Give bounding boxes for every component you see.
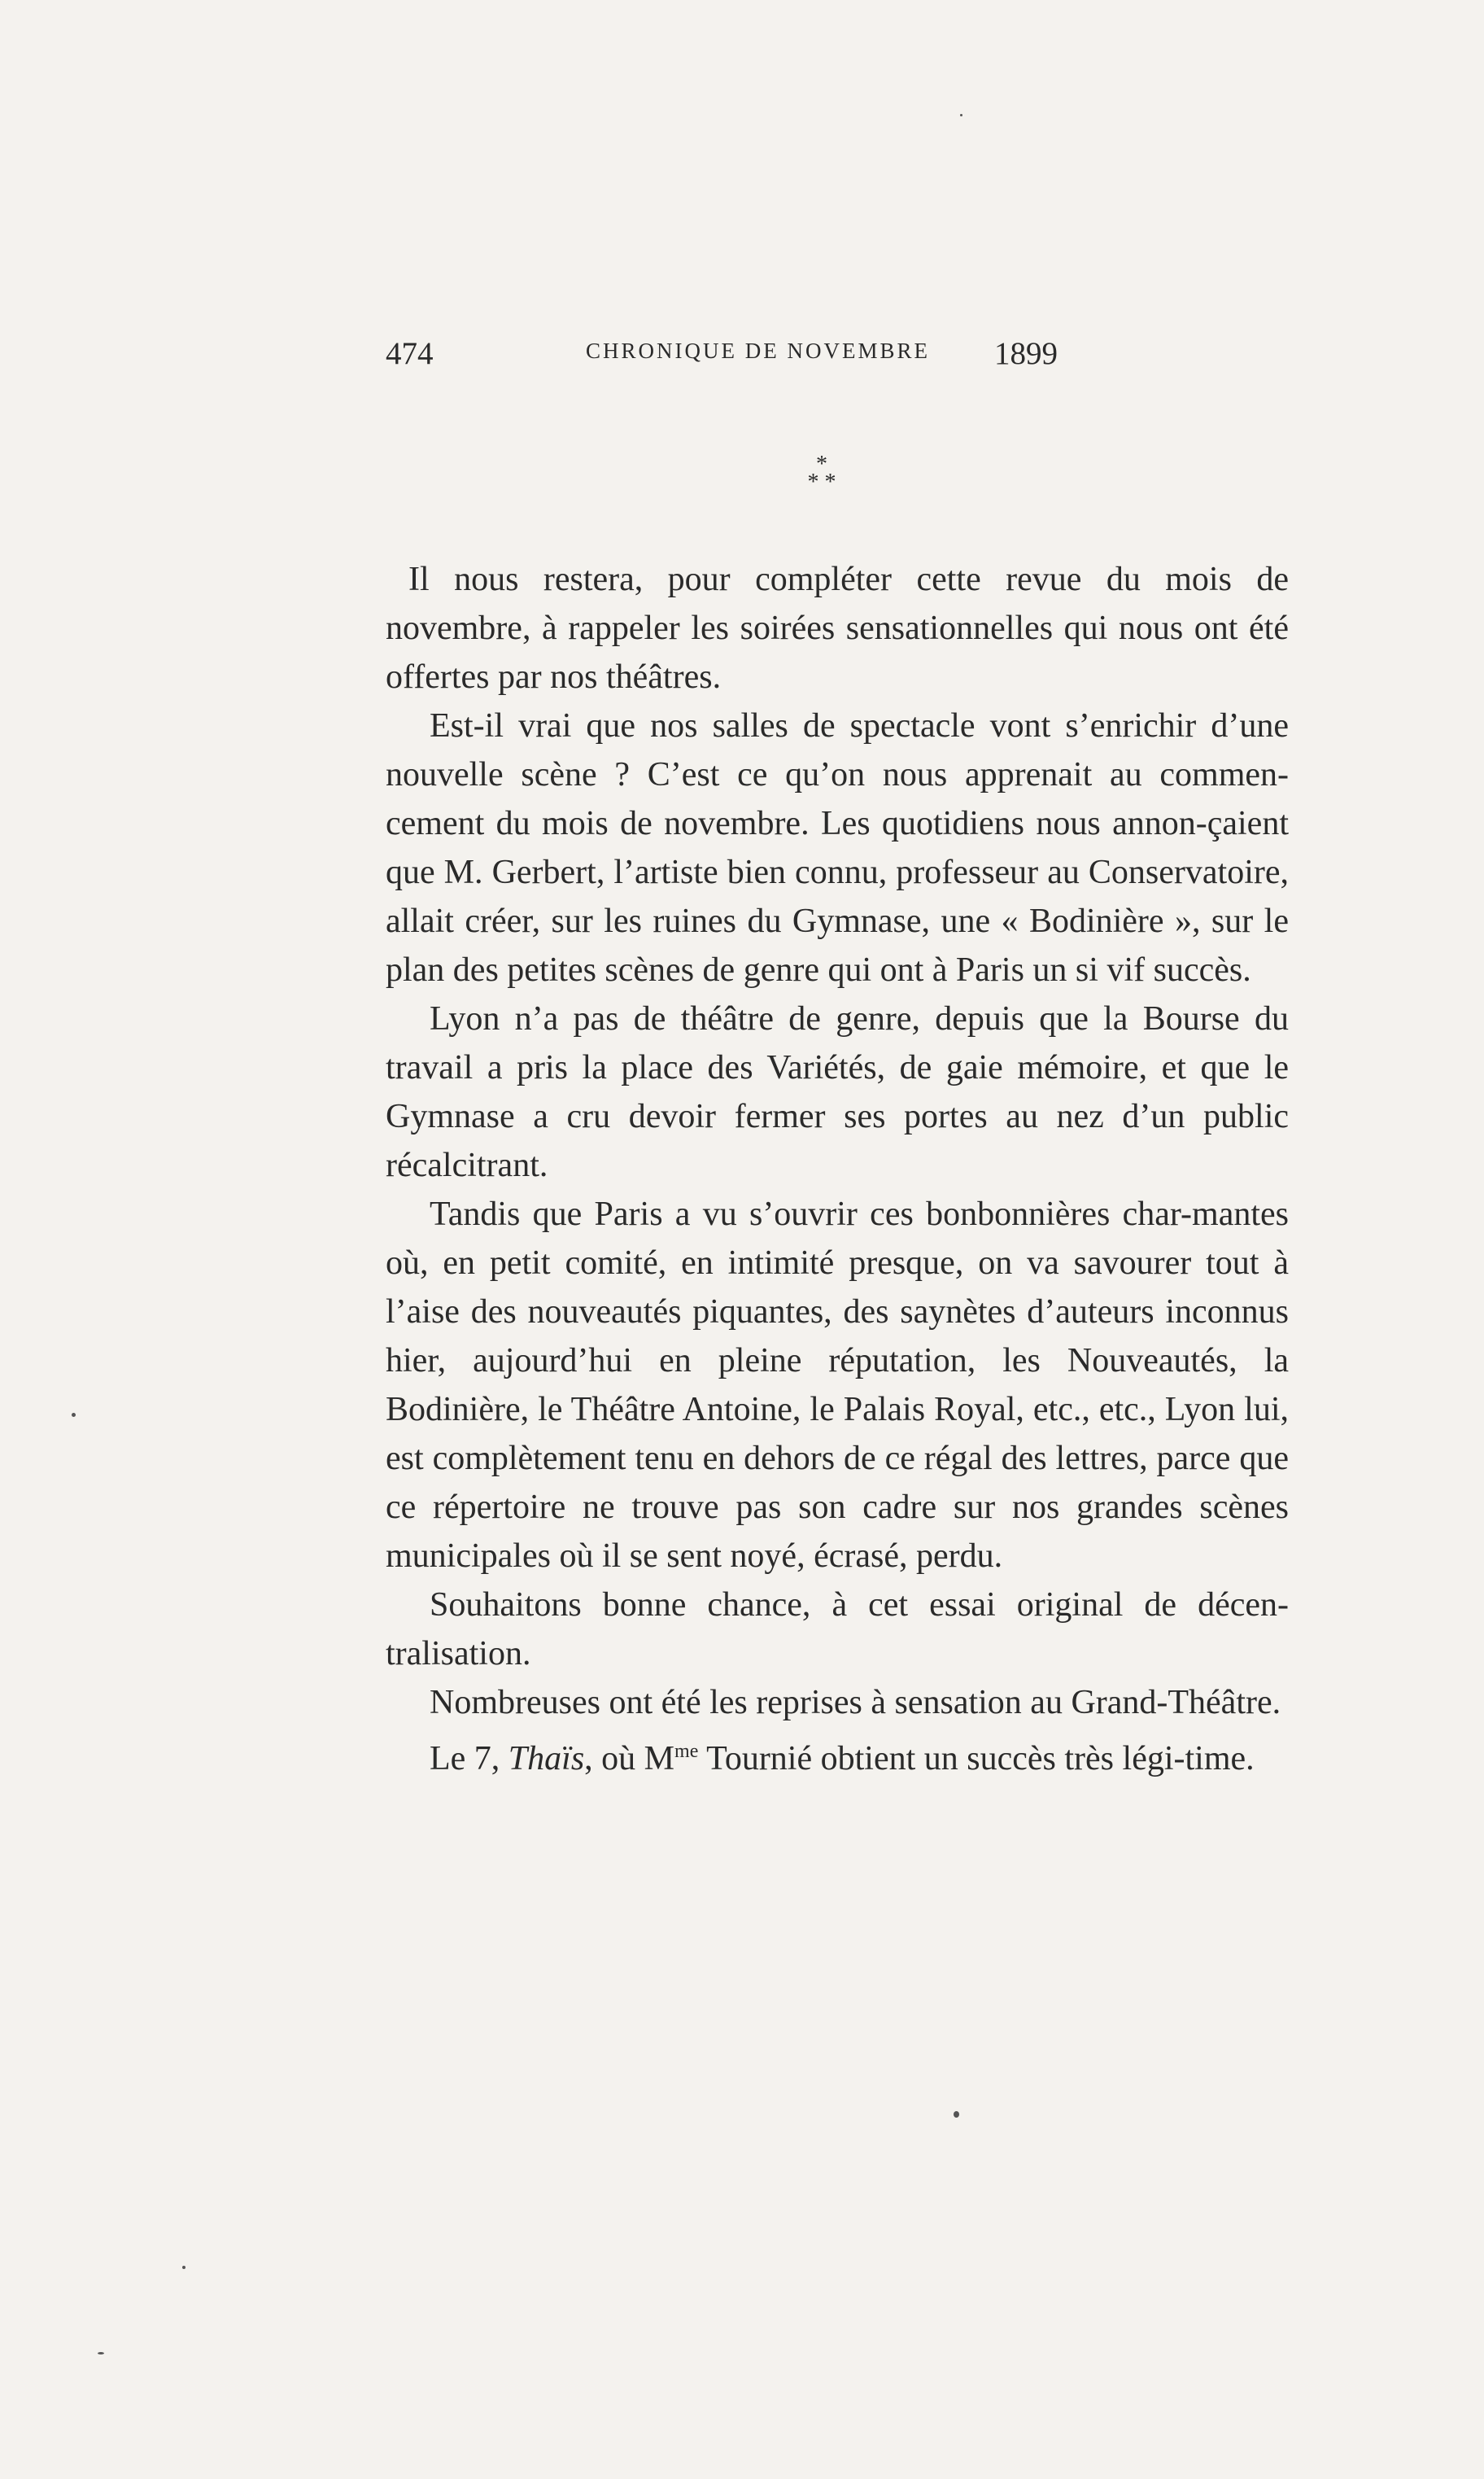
page-number: 474 [386,336,434,371]
opera-title: Thaïs [508,1740,585,1777]
asterism-top: * [816,452,827,477]
paragraph-3: Lyon n’a pas de théâtre de genre, depuis que la Bourse du travail a pris la place des Variétés, de gaie mémoire, et que le Gymnase a cru devoir fermer ses portes au nez d’un public récalcitrant. [386,1000,1289,1184]
paper-speck [954,2111,959,2118]
paragraph-7-start: Le 7, [430,1740,508,1777]
paragraph-5: Souhaitons bonne chance, à cet essai original de décen-tralisation. [386,1586,1289,1672]
page-header [386,335,1287,384]
paper-speck [960,114,962,116]
paragraph-6: Nombreuses ont été les reprises à sensation au Grand-Théâtre. [430,1684,1281,1721]
running-year: 1899 [994,336,1058,371]
paragraph-7-middle: , où M [584,1740,675,1777]
paragraph-2: Est-il vrai que nos salles de spectacle vont s’enrichir d’une nouvelle scène ? C’est ce qu’on nous apprenait au commen-cement du mois de novembre. Les quotidiens nous annon-çaient que M. Gerbert, l’artiste bien connu, professeur au Conservatoire, allait créer, sur les ruines du Gymnase, une « Bodinière », sur le plan des petites scènes de genre qui ont à Paris un si vif succès. [386,707,1289,989]
running-title: CHRONIQUE DE NOVEMBRE [586,339,930,363]
paper-speck [72,1413,76,1417]
paper-speck [98,2352,104,2354]
chronicle-body [386,555,1289,1783]
paragraph-7-end: Tournié obtient un succès très légi-time. [698,1740,1255,1777]
paragraph-1: Il nous restera, pour compléter cette revue du mois de novembre, à rappeler les soirées sensationnelles qui nous ont été offertes par nos théâtres. [386,561,1289,696]
paper-speck [182,2266,186,2269]
section-asterism [785,452,858,495]
paragraph-7 [386,1727,1289,1783]
asterism-bottom: * * [807,470,836,495]
title-abbreviation-superscript: me [674,1741,699,1762]
paragraph-4: Tandis que Paris a vu s’ouvrir ces bonbonnières char-mantes où, en petit comité, en intimité presque, on va savourer tout à l’aise des nouveautés piquantes, des saynètes d’auteurs inconnus hier, aujourd’hui en pleine réputation, les Nouveautés, la Bodinière, le Théâtre Antoine, le Palais Royal, etc., etc., Lyon lui, est complètement tenu en dehors de ce régal des lettres, parce que ce répertoire ne trouve pas son cadre sur nos grandes scènes municipales où il se sent noyé, écrasé, perdu. [386,1196,1289,1575]
